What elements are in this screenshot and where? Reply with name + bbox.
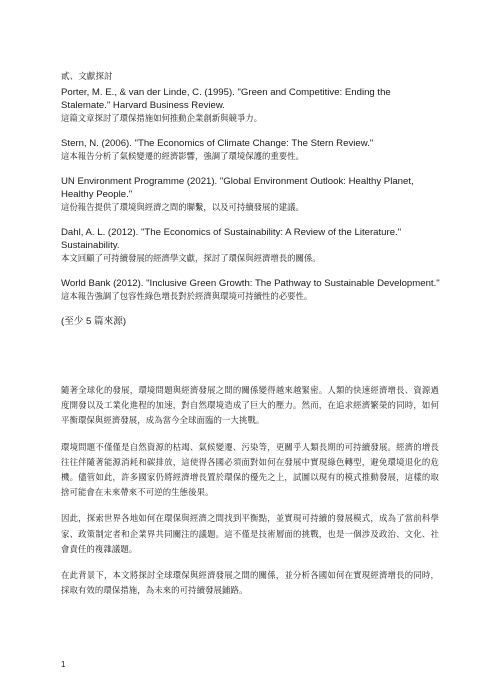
reference-citation: Dahl, A. L. (2012). "The Economics of Sustainability: A Review of the Literature." Sustainability.: [61, 227, 402, 251]
reference-entry: [61, 277, 441, 303]
literature-review-section: [61, 70, 441, 328]
reference-entry: [61, 175, 441, 214]
reference-description: 這本報告強調了包容性綠色增長對於經濟與環境可持續性的必要性。: [61, 291, 313, 301]
reference-entry: [61, 226, 441, 265]
reference-citation: Porter, M. E., & van der Linde, C. (1995). "Green and Competitive: Ending the Stalemate." Harvard Business Review.: [61, 87, 391, 111]
introduction-body: [61, 383, 439, 609]
reference-description: 這篇文章探討了環保措施如何推動企業創新與競爭力。: [61, 113, 262, 123]
reference-citation: World Bank (2012). "Inclusive Green Growth: The Pathway to Sustainable Development.": [61, 278, 440, 289]
reference-description: 這份報告提供了環境與經濟之間的聯繫，以及可持續發展的建議。: [61, 202, 304, 212]
body-paragraph: 隨著全球化的發展，環境問題與經濟發展之間的關係變得越來越緊密。人類的快速經濟增長、資源過度開發以及工業化進程的加速，對自然環境造成了巨大的壓力。然而，在追求經濟繁榮的同時，如何平衡環保與經濟發展，成為當今全球面臨的一大挑戰。: [61, 385, 439, 426]
reference-entry: [61, 86, 441, 125]
section-title: 貳、文獻探討: [61, 72, 113, 82]
source-count-note: (至少 5 篇來源): [61, 316, 127, 327]
reference-description: 本文回顧了可持續發展的經濟學文獻，探討了環保與經濟增長的關係。: [61, 253, 321, 263]
body-paragraph: 環境問題不僅僅是自然資源的枯竭、氣候變遷、污染等，更關乎人類長期的可持續發展。經濟的增長往往伴隨著能源消耗和碳排放，這使得各國必須面對如何在發展中實現綠色轉型，避免環境退化的危機。儘管如此，許多國家仍將經濟增長置於環保的優先之上，試圖以現有的模式推動發展，這樣的取捨可能會在未來帶來不可逆的生態後果。: [61, 441, 439, 498]
reference-description: 這本報告分析了氣候變遷的經濟影響，強調了環境保護的重要性。: [61, 151, 304, 161]
body-paragraph: 在此背景下，本文將探討全球環保與經濟發展之間的關係，並分析各國如何在實現經濟增長的同時，採取有效的環保措施，為未來的可持續發展鋪路。: [61, 570, 439, 596]
page-number: 1: [61, 660, 66, 669]
reference-citation: UN Environment Programme (2021). "Global Environment Outlook: Healthy Planet, Healthy People.": [61, 176, 414, 200]
body-paragraph: 因此，探索世界各地如何在環保與經濟之間找到平衡點，並實現可持續的發展模式，成為了當前科學家、政策制定者和企業界共同關注的議題。這不僅是技術層面的挑戰，也是一個涉及政治、文化、社會責任的複雜議題。: [61, 513, 439, 554]
reference-entry: [61, 137, 441, 163]
reference-citation: Stern, N. (2006). "The Economics of Climate Change: The Stern Review.": [61, 138, 374, 149]
